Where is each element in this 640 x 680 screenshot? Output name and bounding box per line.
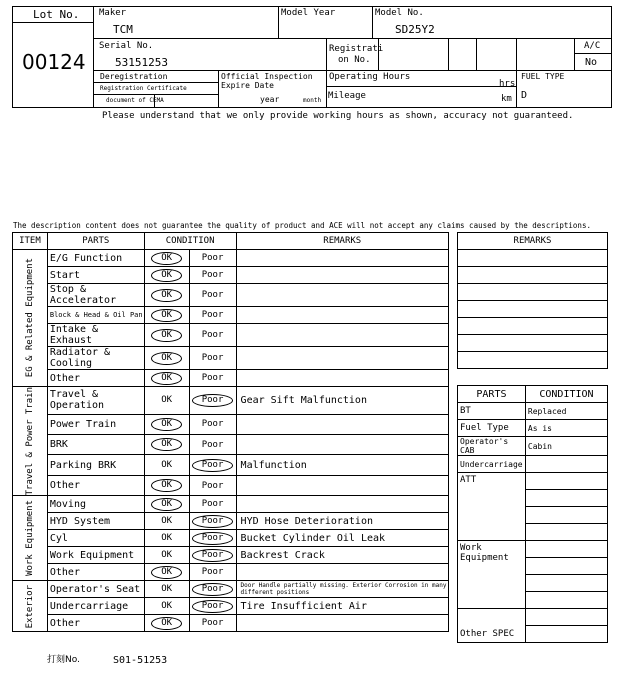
remarks-panel bbox=[457, 232, 608, 369]
remark-cell bbox=[236, 267, 448, 284]
condition-poor-cell[interactable] bbox=[189, 435, 236, 455]
condition-ok-cell[interactable] bbox=[144, 267, 189, 284]
part-name: Radiator & Cooling bbox=[47, 347, 144, 370]
condition-poor-option[interactable]: Poor bbox=[192, 515, 234, 528]
part-name: Stop & Accelerator bbox=[47, 284, 144, 307]
att-row bbox=[458, 473, 608, 490]
reg-vline bbox=[326, 38, 327, 108]
stamp-value: S01-51253 bbox=[113, 655, 168, 666]
item-group-cell bbox=[13, 496, 48, 581]
work-equipment-label: Work Equipment bbox=[458, 541, 526, 609]
inspection-row bbox=[13, 496, 449, 513]
condition-poor-cell[interactable] bbox=[189, 324, 236, 347]
item-group-label: Work Equipment bbox=[24, 500, 35, 577]
parts-panel-part: Fuel Type bbox=[458, 420, 526, 437]
remark-cell bbox=[236, 370, 448, 387]
condition-poor-cell[interactable] bbox=[189, 414, 236, 434]
parts-header: PARTS bbox=[47, 233, 144, 250]
serial-value: 53151253 bbox=[115, 56, 168, 69]
att-value-cell bbox=[525, 507, 607, 524]
part-name: Operator's Seat bbox=[47, 581, 144, 598]
condition-ok-cell[interactable] bbox=[144, 581, 189, 598]
remark-cell: Bucket Cylinder Oil Leak bbox=[236, 530, 448, 547]
mileage-label: Mileage bbox=[328, 91, 366, 101]
condition-ok-cell[interactable] bbox=[144, 475, 189, 495]
remarks-panel-cell bbox=[458, 250, 608, 267]
inspection-row bbox=[13, 564, 449, 581]
ac-vline bbox=[574, 38, 575, 70]
remarks-panel-row bbox=[458, 250, 608, 267]
parts-panel-condition: As is bbox=[525, 420, 607, 437]
part-name: BRK bbox=[47, 435, 144, 455]
registration-certificate-label: Registration Certificate bbox=[100, 85, 187, 92]
inspection-row bbox=[13, 250, 449, 267]
condition-ok-option[interactable]: OK bbox=[161, 395, 173, 406]
condition-poor-option[interactable]: Poor bbox=[201, 270, 224, 280]
other-spec-label: Other SPEC bbox=[458, 609, 526, 643]
parts-panel-condition bbox=[525, 456, 607, 473]
model-no-label: Model No. bbox=[375, 8, 424, 18]
inspection-header-row bbox=[13, 233, 449, 250]
hrs-label: hrs bbox=[499, 79, 516, 89]
km-label: km bbox=[501, 94, 512, 104]
remark-cell bbox=[236, 496, 448, 513]
parts-panel-part: Operator's CAB bbox=[458, 437, 526, 456]
inspection-row bbox=[13, 615, 449, 632]
condition-ok-option[interactable]: OK bbox=[151, 372, 182, 385]
part-name: Other bbox=[47, 475, 144, 495]
item-group-label: Travel & Power Train bbox=[24, 387, 35, 496]
condition-ok-cell[interactable] bbox=[144, 250, 189, 267]
item-group-cell bbox=[13, 581, 48, 632]
inspection-row bbox=[13, 581, 449, 598]
condition-ok-option[interactable]: OK bbox=[161, 601, 173, 612]
condition-ok-cell[interactable] bbox=[144, 324, 189, 347]
att-label: ATT bbox=[458, 473, 526, 541]
condition-ok-option[interactable]: OK bbox=[161, 516, 173, 527]
part-name: Intake & Exhaust bbox=[47, 324, 144, 347]
remark-cell: Backrest Crack bbox=[236, 547, 448, 564]
operating-hours-label: Operating Hours bbox=[329, 72, 411, 82]
reg-cell-vline-3 bbox=[476, 38, 477, 70]
condition-ok-cell[interactable] bbox=[144, 496, 189, 513]
part-name: Other bbox=[47, 564, 144, 581]
condition-ok-option[interactable]: OK bbox=[151, 352, 182, 365]
maker-vline bbox=[278, 6, 279, 38]
condition-poor-option[interactable]: Poor bbox=[201, 480, 224, 491]
condition-poor-cell[interactable] bbox=[189, 598, 236, 615]
condition-poor-cell[interactable] bbox=[189, 307, 236, 324]
inspection-row bbox=[13, 435, 449, 455]
parts-panel-row bbox=[458, 420, 608, 437]
condition-ok-option[interactable]: OK bbox=[151, 498, 182, 511]
maker-label: Maker bbox=[99, 8, 127, 18]
condition-ok-cell[interactable] bbox=[144, 598, 189, 615]
registration-label-2: on No. bbox=[338, 55, 371, 65]
condition-poor-cell[interactable] bbox=[189, 267, 236, 284]
remarks-panel-row bbox=[458, 335, 608, 352]
header-divider-2 bbox=[94, 70, 612, 71]
condition-poor-cell[interactable] bbox=[189, 564, 236, 581]
inspection-label-2: Expire Date bbox=[221, 81, 274, 90]
remark-cell bbox=[236, 615, 448, 632]
condition-poor-option[interactable]: Poor bbox=[192, 600, 234, 613]
inspection-row bbox=[13, 414, 449, 434]
fuel-type-label: FUEL TYPE bbox=[521, 72, 565, 81]
remark-cell bbox=[236, 250, 448, 267]
part-name: Parking BRK bbox=[47, 455, 144, 475]
condition-poor-cell[interactable] bbox=[189, 250, 236, 267]
condition-ok-option[interactable]: OK bbox=[151, 309, 182, 322]
condition-ok-cell[interactable] bbox=[144, 284, 189, 307]
inspection-row bbox=[13, 347, 449, 370]
remarks-panel-row bbox=[458, 301, 608, 318]
condition-ok-option[interactable]: OK bbox=[151, 269, 182, 282]
condition-poor-option[interactable]: Poor bbox=[201, 290, 224, 300]
condition-poor-option[interactable]: Poor bbox=[192, 459, 234, 472]
condition-ok-cell[interactable] bbox=[144, 370, 189, 387]
hours-divider bbox=[326, 86, 516, 87]
condition-poor-option[interactable]: Poor bbox=[192, 583, 234, 596]
remark-cell bbox=[236, 414, 448, 434]
remark-cell: Door Handle partially missing. Exterior Corrosion in many different positions bbox=[236, 581, 448, 598]
condition-poor-cell[interactable] bbox=[189, 475, 236, 495]
reg-cell-vline-2 bbox=[448, 38, 449, 70]
parts-panel-condition-header: CONDITION bbox=[525, 386, 607, 403]
modelno-vline bbox=[372, 6, 373, 38]
part-name: HYD System bbox=[47, 513, 144, 530]
condition-poor-cell[interactable] bbox=[189, 370, 236, 387]
inspection-row bbox=[13, 513, 449, 530]
dereg-vline bbox=[218, 70, 219, 108]
att-value-cell bbox=[525, 473, 607, 490]
remark-cell: Gear Sift Malfunction bbox=[236, 387, 448, 415]
condition-poor-option[interactable]: Poor bbox=[201, 353, 224, 363]
condition-ok-cell[interactable] bbox=[144, 513, 189, 530]
condition-poor-cell[interactable] bbox=[189, 496, 236, 513]
condition-ok-cell[interactable] bbox=[144, 564, 189, 581]
condition-ok-cell[interactable] bbox=[144, 435, 189, 455]
stamp-label: 打刻No. bbox=[47, 655, 80, 665]
condition-ok-cell[interactable] bbox=[144, 455, 189, 475]
inspection-row bbox=[13, 475, 449, 495]
cema-label: document of CEMA bbox=[106, 97, 164, 104]
condition-poor-cell[interactable] bbox=[189, 455, 236, 475]
lot-label: Lot No. bbox=[33, 8, 80, 21]
condition-ok-cell[interactable] bbox=[144, 347, 189, 370]
remarks-panel-row bbox=[458, 284, 608, 301]
other-spec-value-cell bbox=[525, 609, 607, 626]
remark-cell bbox=[236, 324, 448, 347]
condition-poor-cell[interactable] bbox=[189, 513, 236, 530]
remark-cell bbox=[236, 564, 448, 581]
remarks-panel-row bbox=[458, 352, 608, 369]
remark-cell: Malfunction bbox=[236, 455, 448, 475]
item-group-label: EG & Related Equipment bbox=[24, 258, 35, 378]
remarks-panel-row bbox=[458, 318, 608, 335]
remarks-panel-cell bbox=[458, 335, 608, 352]
condition-ok-option[interactable]: OK bbox=[151, 566, 182, 579]
condition-ok-cell[interactable] bbox=[144, 547, 189, 564]
maker-value: TCM bbox=[113, 23, 133, 36]
condition-poor-option[interactable]: Poor bbox=[201, 618, 224, 629]
month-label: month bbox=[303, 97, 322, 104]
model-year-label: Model Year bbox=[281, 8, 336, 18]
condition-ok-cell[interactable] bbox=[144, 615, 189, 632]
condition-ok-cell[interactable] bbox=[144, 530, 189, 547]
dereg-divider-2 bbox=[94, 94, 218, 95]
remarks-panel-cell bbox=[458, 301, 608, 318]
work-equipment-value-cell bbox=[525, 558, 607, 575]
inspection-row bbox=[13, 267, 449, 284]
condition-header: CONDITION bbox=[144, 233, 236, 250]
inspection-row bbox=[13, 307, 449, 324]
remark-cell: HYD Hose Deterioration bbox=[236, 513, 448, 530]
part-name: Cyl bbox=[47, 530, 144, 547]
parts-panel-part: BT bbox=[458, 403, 526, 420]
condition-ok-option[interactable]: OK bbox=[151, 329, 182, 342]
inspection-row bbox=[13, 370, 449, 387]
reg-cell-vline-4 bbox=[516, 38, 517, 108]
remarks-panel-cell bbox=[458, 284, 608, 301]
condition-ok-cell[interactable] bbox=[144, 414, 189, 434]
inspection-row bbox=[13, 530, 449, 547]
condition-poor-option[interactable]: Poor bbox=[201, 499, 224, 510]
other-spec-row bbox=[458, 609, 608, 626]
remark-cell bbox=[236, 307, 448, 324]
inspection-table bbox=[12, 232, 449, 632]
condition-poor-cell[interactable] bbox=[189, 581, 236, 598]
parts-panel-row bbox=[458, 403, 608, 420]
parts-panel bbox=[457, 385, 608, 643]
condition-poor-cell[interactable] bbox=[189, 347, 236, 370]
fuel-type-value: D bbox=[521, 90, 528, 101]
condition-ok-option[interactable]: OK bbox=[161, 550, 173, 561]
remark-cell bbox=[236, 475, 448, 495]
deregistration-label: Deregistration bbox=[100, 72, 168, 81]
inspection-row bbox=[13, 387, 449, 415]
remarks-panel-cell bbox=[458, 318, 608, 335]
condition-ok-option[interactable]: OK bbox=[161, 460, 173, 471]
work-equipment-value-cell bbox=[525, 575, 607, 592]
item-group-cell bbox=[13, 387, 48, 496]
condition-poor-option[interactable]: Poor bbox=[201, 419, 224, 430]
lot-number: 00124 bbox=[22, 50, 86, 74]
inspection-row bbox=[13, 547, 449, 564]
work-equipment-value-cell bbox=[525, 541, 607, 558]
ac-label: A/C bbox=[584, 41, 601, 51]
parts-panel-row bbox=[458, 437, 608, 456]
inspection-row bbox=[13, 324, 449, 347]
condition-poor-cell[interactable] bbox=[189, 547, 236, 564]
part-name: Other bbox=[47, 370, 144, 387]
notice-text: Please understand that we only provide working hours as shown, accuracy not guaranteed. bbox=[102, 111, 574, 121]
condition-poor-option[interactable]: Poor bbox=[201, 253, 224, 263]
reg-cell-vline-1 bbox=[378, 38, 379, 70]
part-name: Block & Head & Oil Pan bbox=[47, 307, 144, 324]
condition-ok-option[interactable]: OK bbox=[151, 479, 182, 492]
parts-panel-parts-header: PARTS bbox=[458, 386, 526, 403]
condition-poor-cell[interactable] bbox=[189, 615, 236, 632]
condition-ok-cell[interactable] bbox=[144, 307, 189, 324]
inspection-row bbox=[13, 598, 449, 615]
condition-poor-cell[interactable] bbox=[189, 530, 236, 547]
part-name: Moving bbox=[47, 496, 144, 513]
condition-poor-option[interactable]: Poor bbox=[192, 532, 234, 545]
ac-value: No bbox=[585, 57, 598, 68]
remark-cell bbox=[236, 435, 448, 455]
att-value-cell bbox=[525, 490, 607, 507]
parts-panel-condition: Cabin bbox=[525, 437, 607, 456]
other-spec-value-cell bbox=[525, 626, 607, 643]
registration-label-1: Registrati bbox=[329, 44, 384, 54]
remarks-header: REMARKS bbox=[236, 233, 448, 250]
item-group-label: Exterior bbox=[24, 584, 35, 629]
condition-ok-option[interactable]: OK bbox=[151, 252, 182, 265]
work-equipment-row bbox=[458, 541, 608, 558]
part-name: Work Equipment bbox=[47, 547, 144, 564]
year-label: year bbox=[260, 95, 280, 104]
part-name: Undercarriage bbox=[47, 598, 144, 615]
condition-poor-option[interactable]: Poor bbox=[201, 373, 224, 383]
inspection-label-1: Official Inspection bbox=[221, 72, 313, 81]
remarks-panel-header: REMARKS bbox=[458, 233, 608, 250]
remark-cell bbox=[236, 284, 448, 307]
condition-poor-option[interactable]: Poor bbox=[192, 394, 234, 407]
condition-ok-option[interactable]: OK bbox=[161, 533, 173, 544]
condition-ok-option[interactable]: OK bbox=[151, 289, 182, 302]
parts-panel-part: Undercarriage bbox=[458, 456, 526, 473]
condition-poor-cell[interactable] bbox=[189, 284, 236, 307]
condition-ok-cell[interactable] bbox=[144, 387, 189, 415]
part-name: Power Train bbox=[47, 414, 144, 434]
condition-ok-option[interactable]: OK bbox=[151, 438, 182, 451]
condition-poor-option[interactable]: Poor bbox=[201, 310, 224, 320]
part-name: E/G Function bbox=[47, 250, 144, 267]
model-no-value: SD25Y2 bbox=[395, 23, 435, 36]
dereg-divider-1 bbox=[94, 82, 218, 83]
part-name: Travel & Operation bbox=[47, 387, 144, 415]
parts-panel-row bbox=[458, 456, 608, 473]
remarks-panel-cell bbox=[458, 352, 608, 369]
remarks-panel-cell bbox=[458, 267, 608, 284]
condition-ok-option[interactable]: OK bbox=[151, 617, 182, 630]
condition-poor-option[interactable]: Poor bbox=[201, 330, 224, 340]
item-group-cell bbox=[13, 250, 48, 387]
condition-ok-option[interactable]: OK bbox=[161, 584, 173, 595]
parts-panel-condition: Replaced bbox=[525, 403, 607, 420]
part-name: Other bbox=[47, 615, 144, 632]
remark-cell bbox=[236, 347, 448, 370]
serial-label: Serial No. bbox=[99, 41, 154, 51]
part-name: Start bbox=[47, 267, 144, 284]
work-equipment-value-cell bbox=[525, 592, 607, 609]
ac-divider bbox=[574, 53, 612, 54]
remark-cell: Tire Insufficient Air bbox=[236, 598, 448, 615]
att-value-cell bbox=[525, 524, 607, 541]
disclaimer-text: The description content does not guarantee the quality of product and ACE will not accept any claims caused by the descriptions. bbox=[13, 221, 591, 230]
inspection-row bbox=[13, 284, 449, 307]
condition-ok-option[interactable]: OK bbox=[151, 418, 182, 431]
condition-poor-option[interactable]: Poor bbox=[192, 549, 234, 562]
header-divider-1 bbox=[94, 38, 612, 39]
condition-poor-option[interactable]: Poor bbox=[201, 439, 224, 450]
remarks-panel-row bbox=[458, 267, 608, 284]
condition-poor-cell[interactable] bbox=[189, 387, 236, 415]
item-header: ITEM bbox=[13, 233, 48, 250]
inspection-row bbox=[13, 455, 449, 475]
condition-poor-option[interactable]: Poor bbox=[201, 567, 224, 578]
